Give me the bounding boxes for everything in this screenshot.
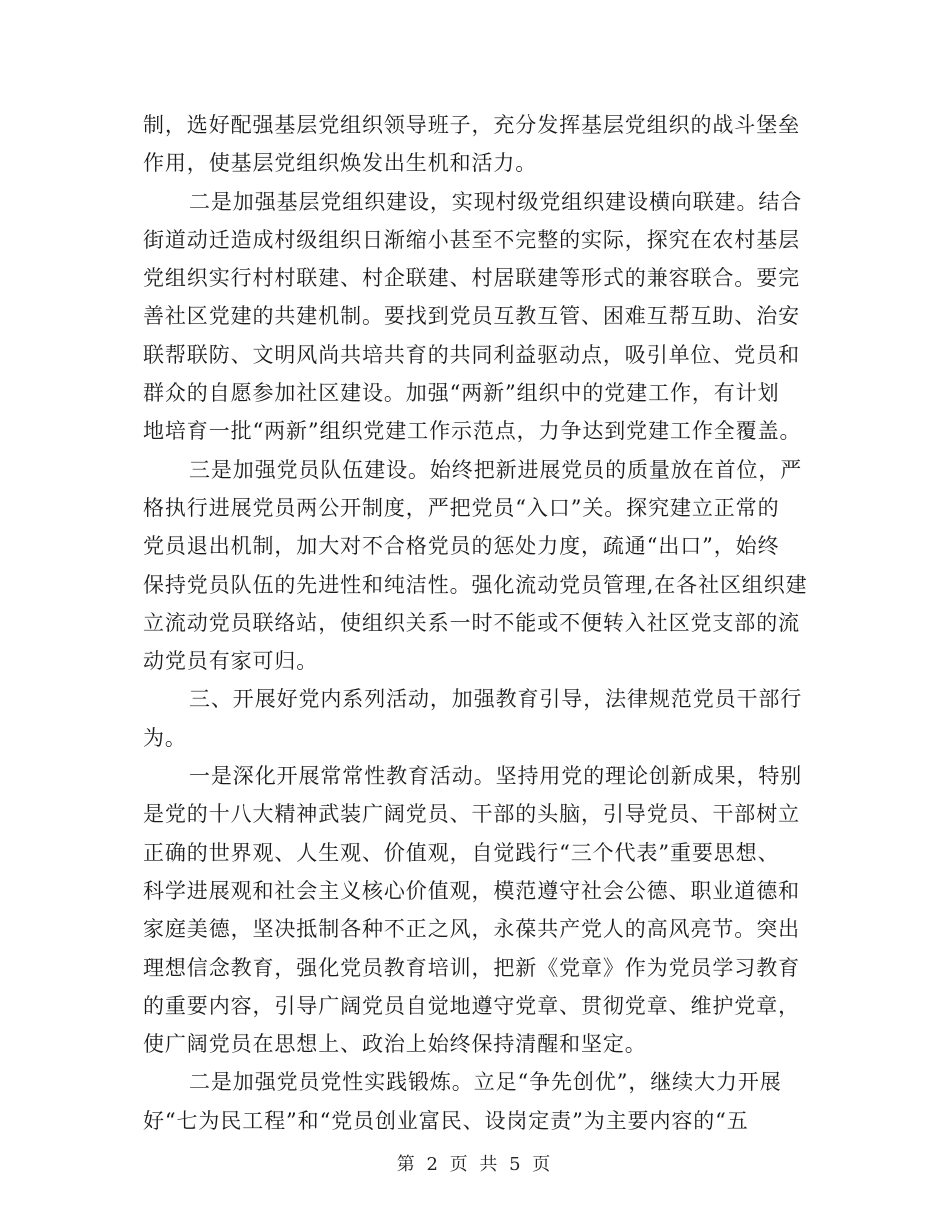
paragraph-start-line: 一是深化开展常常性教育活动。坚持用党的理论创新成果，特别 [189, 764, 803, 789]
text-line: 格执行进展党员两公开制度，严把党员“入口”关。探究建立正常的 [143, 495, 780, 520]
text-line: 街道动迁造成村级组织日渐缩小甚至不完整的实际，探究在农村基层 [143, 227, 800, 252]
text-line: 动党员有家可归。 [143, 649, 319, 674]
text-line: 科学进展观和社会主义核心价值观，模范遵守社会公德、职业道德和 [143, 878, 800, 903]
section-heading-line: 为。 [143, 725, 187, 750]
text-line: 正确的世界观、人生观、价值观，自觉践行“三个代表”重要思想、 [143, 840, 780, 865]
text-line: 理想信念教育，强化党员教育培训，把新《党章》作为党员学习教育 [143, 955, 800, 980]
paragraph-start-line: 二是加强党员党性实践锻炼。立足“争先创优”，继续大力开展 [189, 1070, 782, 1095]
text-line: 党组织实行村村联建、村企联建、村居联建等形式的兼容联合。要完 [143, 266, 800, 291]
text-line: 党员退出机制，加大对不合格党员的惩处力度，疏通“出口”，始终 [143, 534, 780, 559]
document-body [143, 106, 813, 1140]
section-heading-line: 三、开展好党内系列活动，加强教育引导，法律规范党员干部行 [189, 687, 803, 712]
text-line: 的重要内容，引导广阔党员自觉地遵守党章、贯彻党章、维护党章， [143, 993, 800, 1018]
text-line: 保持党员队伍的先进性和纯洁性。强化流动党员管理,在各社区组织建 [143, 572, 808, 597]
text-line: 好“七为民工程”和“党员创业富民、设岗定责”为主要内容的“五 [143, 1108, 749, 1133]
text-line: 是党的十八大精神武装广阔党员、干部的头脑，引导党员、干部树立 [143, 802, 800, 827]
text-line: 联帮联防、文明风尚共培共育的共同利益驱动点，吸引单位、党员和 [143, 342, 800, 367]
text-line: 立流动党员联络站，使组织关系一时不能或不便转入社区党支部的流 [143, 610, 800, 635]
page-number-footer: 第 2 页 共 5 页 [396, 1154, 554, 1175]
text-line: 使广阔党员在思想上、政治上始终保持清醒和坚定。 [143, 1032, 647, 1057]
text-line: 制，选好配强基层党组织领导班子，充分发挥基层党组织的战斗堡垒 [143, 113, 800, 137]
text-line: 善社区党建的共建机制。要找到党员互教互管、困难互帮互助、治安 [143, 304, 800, 329]
text-line: 家庭美德，坚决抵制各种不正之风，永葆共产党人的高风亮节。突出 [143, 917, 800, 942]
text-line: 作用，使基层党组织焕发出生机和活力。 [143, 151, 538, 176]
paragraph-start-line: 二是加强基层党组织建设，实现村级党组织建设横向联建。结合 [189, 189, 803, 214]
paragraph-start-line: 三是加强党员队伍建设。始终把新进展党员的质量放在首位，严 [189, 457, 803, 482]
text-line: 群众的自愿参加社区建设。加强“两新”组织中的党建工作，有计划 [143, 381, 780, 406]
text-line: 地培育一批“两新”组织党建工作示范点，力争达到党建工作全覆盖。 [143, 419, 802, 444]
